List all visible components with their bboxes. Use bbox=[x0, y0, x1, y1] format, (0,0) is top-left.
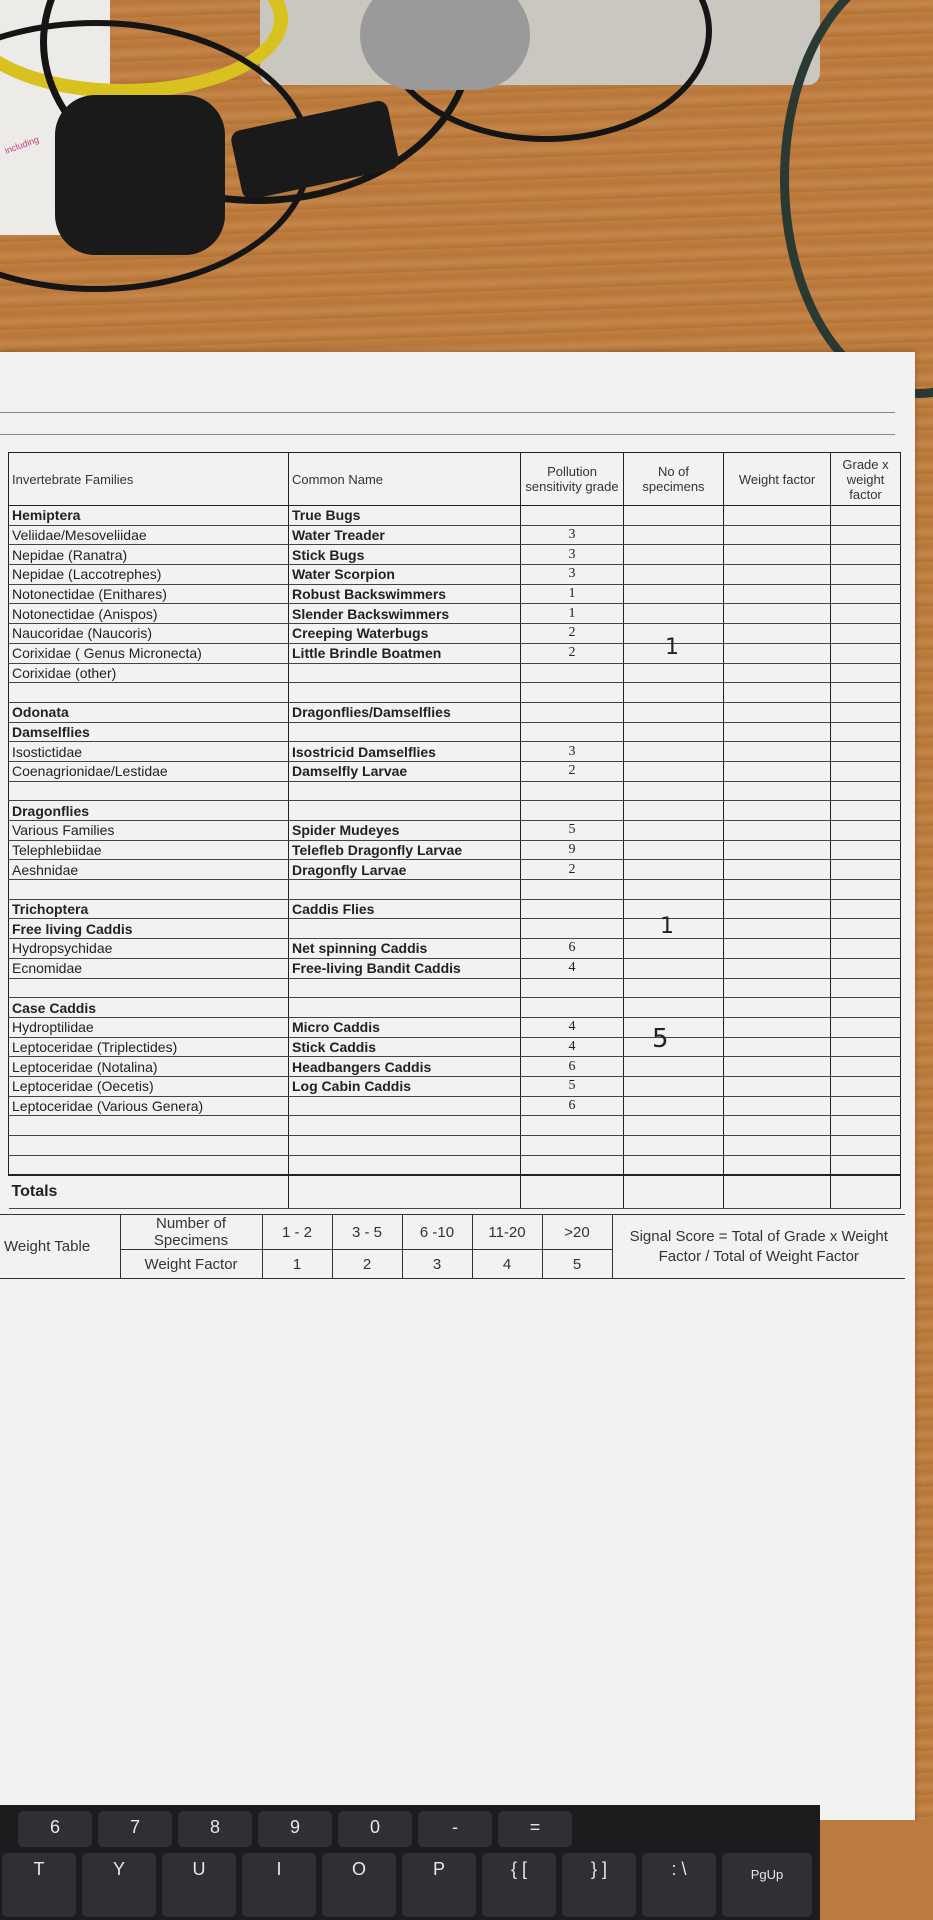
table-row bbox=[9, 545, 901, 565]
common-name-cell bbox=[289, 1155, 521, 1175]
table-header-row bbox=[9, 453, 901, 506]
gxw-cell bbox=[831, 761, 901, 781]
table-row bbox=[9, 584, 901, 604]
range-cell: 11-20 bbox=[472, 1215, 542, 1250]
family-cell: Hydroptilidae bbox=[9, 1017, 289, 1037]
desk-edge bbox=[820, 1820, 933, 1920]
table-row bbox=[9, 801, 901, 821]
factor-cell: 1 bbox=[262, 1250, 332, 1279]
table-row bbox=[9, 958, 901, 978]
grade-cell: 2 bbox=[521, 643, 624, 663]
table-cell bbox=[831, 1175, 901, 1209]
common-name-cell: Telefleb Dragonfly Larvae bbox=[289, 840, 521, 860]
keyboard-key[interactable]: 9 bbox=[258, 1811, 332, 1847]
common-name-cell bbox=[289, 663, 521, 683]
col-family-header: Invertebrate Families bbox=[9, 453, 289, 506]
common-name-cell: Micro Caddis bbox=[289, 1017, 521, 1037]
specimens-cell bbox=[624, 584, 724, 604]
family-cell bbox=[9, 1116, 289, 1136]
gxw-cell bbox=[831, 702, 901, 722]
specimens-cell bbox=[624, 1155, 724, 1175]
family-cell: Aeshnidae bbox=[9, 860, 289, 880]
family-cell bbox=[9, 781, 289, 801]
weight-cell bbox=[724, 545, 831, 565]
keyboard-key[interactable]: : \ bbox=[642, 1853, 716, 1917]
table-row bbox=[9, 1037, 901, 1057]
gxw-cell bbox=[831, 978, 901, 998]
grade-cell: 4 bbox=[521, 958, 624, 978]
specimens-cell bbox=[624, 545, 724, 565]
common-name-cell bbox=[289, 801, 521, 821]
keyboard-key[interactable]: 7 bbox=[98, 1811, 172, 1847]
family-cell: Leptoceridae (Oecetis) bbox=[9, 1076, 289, 1096]
common-name-cell bbox=[289, 1136, 521, 1156]
weight-cell bbox=[724, 722, 831, 742]
table-row bbox=[9, 860, 901, 880]
table-row bbox=[9, 840, 901, 860]
weight-cell bbox=[724, 624, 831, 644]
common-name-cell: Creeping Waterbugs bbox=[289, 624, 521, 644]
specimens-cell bbox=[624, 663, 724, 683]
family-cell: Dragonflies bbox=[9, 801, 289, 821]
weight-cell bbox=[724, 742, 831, 762]
grade-cell: 1 bbox=[521, 584, 624, 604]
gxw-cell bbox=[831, 1037, 901, 1057]
table-cell bbox=[521, 1175, 624, 1209]
col-grade-header: Pollution sensitivity grade bbox=[521, 453, 624, 506]
weight-cell bbox=[724, 978, 831, 998]
grade-cell bbox=[521, 722, 624, 742]
table-row bbox=[9, 998, 901, 1018]
weight-cell bbox=[724, 1037, 831, 1057]
table-row bbox=[9, 880, 901, 900]
keyboard-key[interactable]: I bbox=[242, 1853, 316, 1917]
family-cell bbox=[9, 880, 289, 900]
specimens-cell bbox=[624, 880, 724, 900]
grade-cell bbox=[521, 702, 624, 722]
gxw-cell bbox=[831, 801, 901, 821]
gxw-cell bbox=[831, 1096, 901, 1116]
weight-cell bbox=[724, 958, 831, 978]
weight-cell bbox=[724, 761, 831, 781]
gxw-cell bbox=[831, 958, 901, 978]
family-cell: Nepidae (Laccotrephes) bbox=[9, 565, 289, 585]
table-row bbox=[9, 604, 901, 624]
weight-cell bbox=[724, 998, 831, 1018]
col-common-header: Common Name bbox=[289, 453, 521, 506]
family-cell: Damselflies bbox=[9, 722, 289, 742]
gxw-cell bbox=[831, 545, 901, 565]
worksheet-paper bbox=[0, 352, 915, 1832]
grade-cell: 4 bbox=[521, 1017, 624, 1037]
gxw-cell bbox=[831, 584, 901, 604]
gxw-cell bbox=[831, 1057, 901, 1077]
common-name-cell: Stick Bugs bbox=[289, 545, 521, 565]
weight-cell bbox=[724, 702, 831, 722]
grade-cell bbox=[521, 781, 624, 801]
common-name-cell: Damselfly Larvae bbox=[289, 761, 521, 781]
family-cell: Isostictidae bbox=[9, 742, 289, 762]
weight-cell bbox=[724, 821, 831, 841]
family-cell: Odonata bbox=[9, 702, 289, 722]
range-cell: 1 - 2 bbox=[262, 1215, 332, 1250]
table-row bbox=[9, 506, 901, 526]
pad-text: including bbox=[3, 134, 41, 156]
table-row bbox=[9, 1017, 901, 1037]
gxw-cell bbox=[831, 781, 901, 801]
gxw-cell bbox=[831, 939, 901, 959]
handwritten-mark: 1 bbox=[665, 635, 679, 660]
specimens-cell bbox=[624, 781, 724, 801]
invertebrate-table bbox=[8, 452, 901, 1209]
common-name-cell: Stick Caddis bbox=[289, 1037, 521, 1057]
common-name-cell: Water Scorpion bbox=[289, 565, 521, 585]
table-body bbox=[9, 506, 901, 1176]
gxw-cell bbox=[831, 919, 901, 939]
weight-cell bbox=[724, 919, 831, 939]
gxw-cell bbox=[831, 604, 901, 624]
family-cell: Corixidae ( Genus Micronecta) bbox=[9, 643, 289, 663]
weight-cell bbox=[724, 1017, 831, 1037]
table-cell bbox=[289, 1175, 521, 1209]
common-name-cell bbox=[289, 978, 521, 998]
weight-cell bbox=[724, 525, 831, 545]
specimens-cell bbox=[624, 1136, 724, 1156]
family-cell bbox=[9, 978, 289, 998]
weight-table-label: Weight Table bbox=[0, 1215, 120, 1279]
table-row bbox=[9, 1116, 901, 1136]
table-row bbox=[9, 821, 901, 841]
specimens-cell bbox=[624, 1116, 724, 1136]
totals-label: Totals bbox=[9, 1175, 289, 1209]
gxw-cell bbox=[831, 840, 901, 860]
rule-line bbox=[0, 412, 895, 413]
table-row bbox=[9, 939, 901, 959]
keyboard-key[interactable]: P bbox=[402, 1853, 476, 1917]
specimens-cell bbox=[624, 978, 724, 998]
weight-cell bbox=[724, 663, 831, 683]
grade-cell bbox=[521, 683, 624, 703]
grade-cell: 3 bbox=[521, 545, 624, 565]
weight-cell bbox=[724, 1076, 831, 1096]
gxw-cell bbox=[831, 821, 901, 841]
grade-cell: 6 bbox=[521, 1057, 624, 1077]
gxw-cell bbox=[831, 880, 901, 900]
common-name-cell bbox=[289, 722, 521, 742]
weight-cell bbox=[724, 1155, 831, 1175]
common-name-cell: Caddis Flies bbox=[289, 899, 521, 919]
common-name-cell: Slender Backswimmers bbox=[289, 604, 521, 624]
specimens-cell bbox=[624, 1096, 724, 1116]
table-row bbox=[9, 1096, 901, 1116]
gxw-cell bbox=[831, 742, 901, 762]
col-specimens-header: No of specimens bbox=[624, 453, 724, 506]
family-cell bbox=[9, 1155, 289, 1175]
factor-cell: 4 bbox=[472, 1250, 542, 1279]
weight-cell bbox=[724, 939, 831, 959]
common-name-cell: Net spinning Caddis bbox=[289, 939, 521, 959]
family-cell: Notonectidae (Enithares) bbox=[9, 584, 289, 604]
common-name-cell: Little Brindle Boatmen bbox=[289, 643, 521, 663]
keyboard-key[interactable]: O bbox=[322, 1853, 396, 1917]
family-cell: Nepidae (Ranatra) bbox=[9, 545, 289, 565]
gxw-cell bbox=[831, 506, 901, 526]
gxw-cell bbox=[831, 1076, 901, 1096]
common-name-cell: Dragonflies/Damselflies bbox=[289, 702, 521, 722]
specimens-cell bbox=[624, 958, 724, 978]
specimens-cell bbox=[624, 722, 724, 742]
grade-cell bbox=[521, 998, 624, 1018]
grade-cell: 4 bbox=[521, 1037, 624, 1057]
grade-cell bbox=[521, 1155, 624, 1175]
weight-cell bbox=[724, 643, 831, 663]
table-row bbox=[9, 624, 901, 644]
table-row bbox=[9, 1057, 901, 1077]
table-row bbox=[9, 525, 901, 545]
weight-table bbox=[0, 1214, 905, 1279]
grade-cell bbox=[521, 899, 624, 919]
weight-cell bbox=[724, 1116, 831, 1136]
grade-cell bbox=[521, 919, 624, 939]
weight-cell bbox=[724, 781, 831, 801]
specimens-cell bbox=[624, 742, 724, 762]
factor-cell: 2 bbox=[332, 1250, 402, 1279]
common-name-cell: Water Treader bbox=[289, 525, 521, 545]
table-row bbox=[9, 919, 901, 939]
keyboard-key[interactable]: - bbox=[418, 1811, 492, 1847]
keyboard-key[interactable]: U bbox=[162, 1853, 236, 1917]
family-cell: Leptoceridae (Notalina) bbox=[9, 1057, 289, 1077]
gxw-cell bbox=[831, 1136, 901, 1156]
table-row bbox=[9, 643, 901, 663]
grade-cell bbox=[521, 880, 624, 900]
specimens-cell bbox=[624, 702, 724, 722]
family-cell: Corixidae (other) bbox=[9, 663, 289, 683]
specimens-cell bbox=[624, 860, 724, 880]
grade-cell bbox=[521, 1136, 624, 1156]
specimens-cell bbox=[624, 998, 724, 1018]
family-cell: Case Caddis bbox=[9, 998, 289, 1018]
family-cell: Hemiptera bbox=[9, 506, 289, 526]
gxw-cell bbox=[831, 525, 901, 545]
gxw-cell bbox=[831, 643, 901, 663]
grade-cell: 5 bbox=[521, 1076, 624, 1096]
family-cell: Ecnomidae bbox=[9, 958, 289, 978]
grade-cell bbox=[521, 978, 624, 998]
table-cell bbox=[724, 1175, 831, 1209]
table-row bbox=[9, 663, 901, 683]
weight-cell bbox=[724, 1096, 831, 1116]
factor-cell: 5 bbox=[542, 1250, 612, 1279]
grade-cell: 1 bbox=[521, 604, 624, 624]
grade-cell: 5 bbox=[521, 821, 624, 841]
specimens-cell bbox=[624, 565, 724, 585]
rule-line bbox=[0, 434, 895, 435]
common-name-cell bbox=[289, 683, 521, 703]
common-name-cell bbox=[289, 998, 521, 1018]
gxw-cell bbox=[831, 722, 901, 742]
specimens-cell bbox=[624, 506, 724, 526]
common-name-cell bbox=[289, 919, 521, 939]
gxw-cell bbox=[831, 1155, 901, 1175]
specimens-cell bbox=[624, 1037, 724, 1057]
gxw-cell bbox=[831, 624, 901, 644]
common-name-cell: Spider Mudeyes bbox=[289, 821, 521, 841]
grade-cell: 6 bbox=[521, 939, 624, 959]
weight-cell bbox=[724, 506, 831, 526]
specimens-cell bbox=[624, 604, 724, 624]
table-row bbox=[9, 683, 901, 703]
common-name-cell: Free-living Bandit Caddis bbox=[289, 958, 521, 978]
grade-cell bbox=[521, 1116, 624, 1136]
weight-cell bbox=[724, 860, 831, 880]
weight-cell bbox=[724, 880, 831, 900]
family-cell bbox=[9, 683, 289, 703]
keyboard-key[interactable]: 6 bbox=[18, 1811, 92, 1847]
grade-cell: 2 bbox=[521, 761, 624, 781]
keyboard-key[interactable]: 8 bbox=[178, 1811, 252, 1847]
grade-cell bbox=[521, 663, 624, 683]
keyboard-key[interactable]: { [ bbox=[482, 1853, 556, 1917]
table-row bbox=[9, 978, 901, 998]
grade-cell: 3 bbox=[521, 742, 624, 762]
weight-cell bbox=[724, 683, 831, 703]
col-weight-header: Weight factor bbox=[724, 453, 831, 506]
table-row bbox=[9, 761, 901, 781]
specimens-cell bbox=[624, 840, 724, 860]
grade-cell bbox=[521, 506, 624, 526]
gxw-cell bbox=[831, 663, 901, 683]
common-name-cell: Robust Backswimmers bbox=[289, 584, 521, 604]
grade-cell: 9 bbox=[521, 840, 624, 860]
keyboard-key[interactable]: T bbox=[2, 1853, 76, 1917]
specimens-cell bbox=[624, 939, 724, 959]
weight-cell bbox=[724, 899, 831, 919]
gxw-cell bbox=[831, 998, 901, 1018]
totals-row bbox=[9, 1175, 901, 1209]
family-cell: Hydropsychidae bbox=[9, 939, 289, 959]
col-gxw-header: Grade x weight factor bbox=[831, 453, 901, 506]
handwritten-mark: 1 bbox=[660, 914, 674, 939]
keyboard-key[interactable]: PgUp bbox=[722, 1853, 812, 1917]
common-name-cell: Log Cabin Caddis bbox=[289, 1076, 521, 1096]
specimens-cell bbox=[624, 1076, 724, 1096]
common-name-cell bbox=[289, 1096, 521, 1116]
gxw-cell bbox=[831, 683, 901, 703]
specimens-cell bbox=[624, 821, 724, 841]
common-name-cell: True Bugs bbox=[289, 506, 521, 526]
table-row bbox=[9, 565, 901, 585]
factor-cell: 3 bbox=[402, 1250, 472, 1279]
common-name-cell: Dragonfly Larvae bbox=[289, 860, 521, 880]
grade-cell: 2 bbox=[521, 860, 624, 880]
gxw-cell bbox=[831, 860, 901, 880]
common-name-cell: Isostricid Damselflies bbox=[289, 742, 521, 762]
table-row bbox=[9, 1076, 901, 1096]
gxw-cell bbox=[831, 899, 901, 919]
gxw-cell bbox=[831, 1116, 901, 1136]
keyboard-letter-row bbox=[2, 1853, 812, 1917]
grade-cell: 6 bbox=[521, 1096, 624, 1116]
weight-cell bbox=[724, 584, 831, 604]
family-cell: Telephlebiidae bbox=[9, 840, 289, 860]
family-cell: Notonectidae (Anispos) bbox=[9, 604, 289, 624]
keyboard bbox=[0, 1805, 820, 1920]
keyboard-key[interactable]: 0 bbox=[338, 1811, 412, 1847]
table-row bbox=[9, 781, 901, 801]
signal-score-formula: Signal Score = Total of Grade x Weight Factor / Total of Weight Factor bbox=[612, 1215, 905, 1279]
usb-plug bbox=[55, 95, 225, 255]
gxw-cell bbox=[831, 565, 901, 585]
table-row bbox=[9, 899, 901, 919]
family-cell: Coenagrionidae/Lestidae bbox=[9, 761, 289, 781]
keyboard-key[interactable]: = bbox=[498, 1811, 572, 1847]
range-cell: >20 bbox=[542, 1215, 612, 1250]
grade-cell bbox=[521, 801, 624, 821]
family-cell: Leptoceridae (Various Genera) bbox=[9, 1096, 289, 1116]
table-row bbox=[9, 722, 901, 742]
family-cell: Leptoceridae (Triplectides) bbox=[9, 1037, 289, 1057]
specimens-cell bbox=[624, 683, 724, 703]
range-cell: 6 -10 bbox=[402, 1215, 472, 1250]
grade-cell: 3 bbox=[521, 565, 624, 585]
grade-cell: 3 bbox=[521, 525, 624, 545]
specimens-label: Number of Specimens bbox=[120, 1215, 262, 1250]
handwritten-mark: 5 bbox=[652, 1024, 669, 1054]
factor-label: Weight Factor bbox=[120, 1250, 262, 1279]
family-cell: Free living Caddis bbox=[9, 919, 289, 939]
weight-row-specimens bbox=[0, 1215, 905, 1250]
table-row bbox=[9, 1136, 901, 1156]
common-name-cell bbox=[289, 1116, 521, 1136]
specimens-cell bbox=[624, 1057, 724, 1077]
family-cell bbox=[9, 1136, 289, 1156]
table-row bbox=[9, 742, 901, 762]
weight-cell bbox=[724, 604, 831, 624]
keyboard-key[interactable]: Y bbox=[82, 1853, 156, 1917]
common-name-cell: Headbangers Caddis bbox=[289, 1057, 521, 1077]
family-cell: Veliidae/Mesoveliidae bbox=[9, 525, 289, 545]
gxw-cell bbox=[831, 1017, 901, 1037]
common-name-cell bbox=[289, 781, 521, 801]
specimens-cell bbox=[624, 525, 724, 545]
table-cell bbox=[624, 1175, 724, 1209]
weight-cell bbox=[724, 840, 831, 860]
keyboard-key[interactable]: } ] bbox=[562, 1853, 636, 1917]
weight-cell bbox=[724, 801, 831, 821]
grade-cell: 2 bbox=[521, 624, 624, 644]
table-row bbox=[9, 1155, 901, 1175]
range-cell: 3 - 5 bbox=[332, 1215, 402, 1250]
family-cell: Naucoridae (Naucoris) bbox=[9, 624, 289, 644]
specimens-cell bbox=[624, 801, 724, 821]
table-row bbox=[9, 702, 901, 722]
common-name-cell bbox=[289, 880, 521, 900]
keyboard-number-row bbox=[18, 1811, 572, 1847]
weight-cell bbox=[724, 1136, 831, 1156]
specimens-cell bbox=[624, 1017, 724, 1037]
family-cell: Various Families bbox=[9, 821, 289, 841]
family-cell: Trichoptera bbox=[9, 899, 289, 919]
weight-cell bbox=[724, 565, 831, 585]
weight-cell bbox=[724, 1057, 831, 1077]
specimens-cell bbox=[624, 761, 724, 781]
headset bbox=[360, 0, 530, 90]
